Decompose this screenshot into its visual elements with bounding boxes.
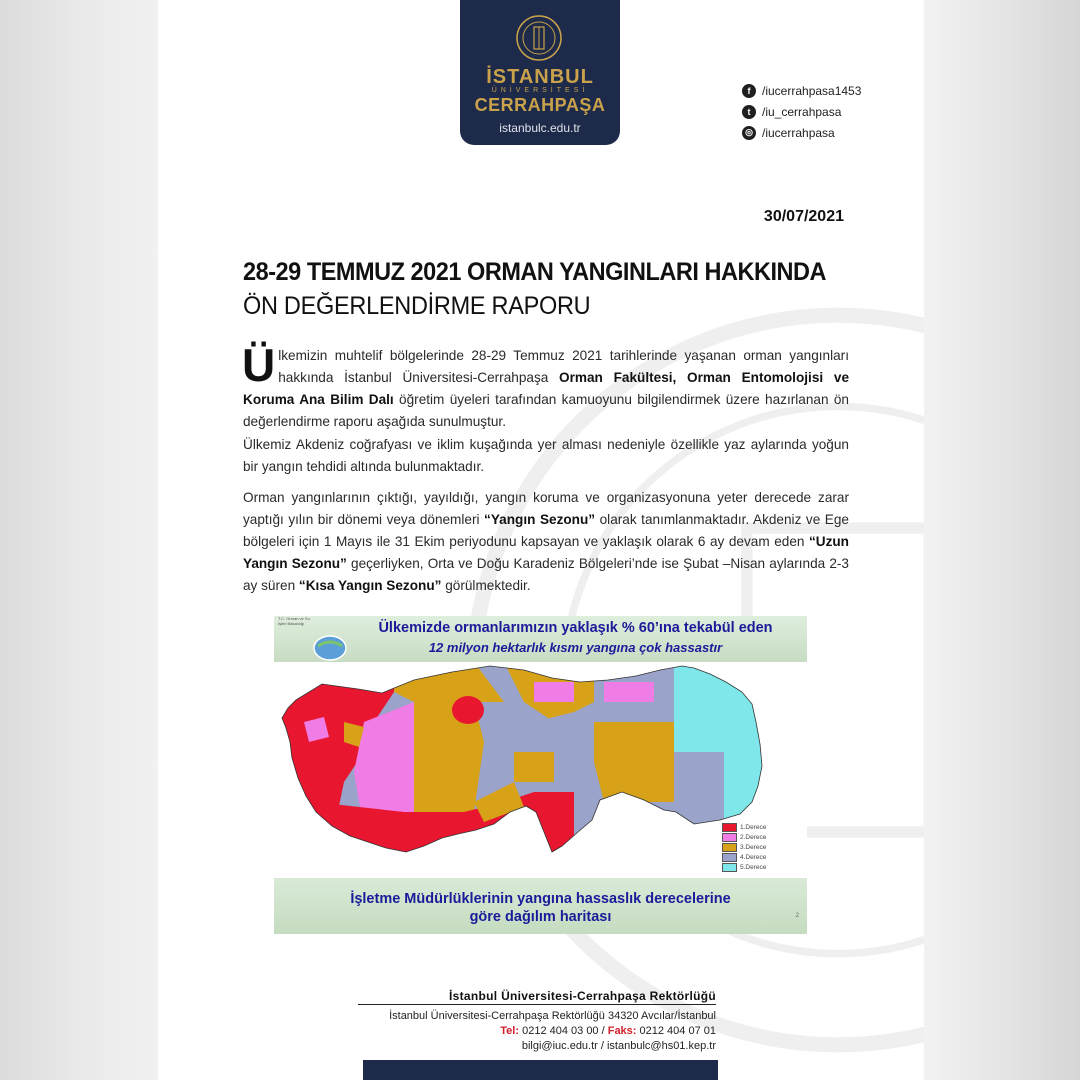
ogm-logo — [278, 620, 348, 662]
map-caption-line-2: göre dağılım haritası — [469, 909, 612, 925]
fire-sensitivity-map-figure — [274, 616, 807, 934]
season-bold-1: “Yangın Sezonu” — [484, 512, 596, 527]
season-bold-2: “Uzun Yangın Sezonu” — [243, 534, 849, 571]
season-text-3: geçerliyken, Orta ve Doğu Karadeniz Bölgeleri’nde ise Şubat –Nisan aylarında 2-3 ay süren — [243, 556, 849, 593]
logo-line-universitesi: ÜNİVERSİTESİ — [491, 87, 589, 94]
season-text-1: Orman yangınlarının çıktığı, yayıldığı, yangın koruma ve organizasyonuna yeter derecede zarar yaptığı yılın bir dönemi veya dönemleri — [243, 490, 849, 527]
footer-emails[interactable]: bilgi@iuc.edu.tr / istanbulc@hs01.kep.tr — [521, 1040, 716, 1052]
social-instagram[interactable] — [742, 122, 861, 143]
map-header — [274, 616, 807, 662]
map-header-line-1: Ülkemizde ormanlarımızın yaklaşık % 60’ına tekabül eden — [378, 620, 773, 636]
instagram-handle[interactable]: /iucerrahpasa — [762, 125, 835, 140]
logo-website[interactable]: istanbulc.edu.tr — [499, 121, 581, 135]
season-text-2: olarak tanımlanmaktadır. Akdeniz ve Ege bölgeleri için 1 Mayıs ile 31 Ekim periyodunu kapsayan ve yaklaşık olarak 6 ay devam eden — [243, 512, 849, 549]
map-caption-line-1: İşletme Müdürlüklerinin yangına hassaslık derecelerine — [350, 891, 731, 907]
paragraph-fire-season — [243, 487, 849, 597]
season-text-4: görülmektedir. — [441, 578, 531, 593]
legend-item: 4.Derece — [722, 852, 766, 862]
fax-number: 0212 404 07 01 — [636, 1025, 716, 1037]
rectorate-title: İstanbul Üniversitesi-Cerrahpaşa Rektörlüğü — [449, 989, 716, 1003]
paragraph-climate: Ülkemiz Akdeniz coğrafyası ve iklim kuşağında yer alması nedeniyle özellikle yaz aylarında yoğun bir yangın tehdidi altında bulunmaktadır. — [243, 437, 849, 474]
map-header-line-2: 12 milyon hektarlık kısmı yangına çok hassastır — [428, 640, 723, 655]
season-bold-3: “Kısa Yangın Sezonu” — [298, 578, 442, 593]
logo-line-cerrahpasa: CERRAHPAŞA — [474, 95, 606, 115]
press-release-page — [158, 0, 924, 1080]
legend-item: 1.Derece — [722, 822, 766, 832]
university-seal-icon — [515, 14, 563, 62]
tel-label: Tel: — [500, 1025, 520, 1037]
title-line-2: ÖN DEĞERLENDİRME RAPORU — [243, 292, 591, 320]
footer-bar — [363, 1060, 718, 1080]
facebook-handle[interactable]: /iucerrahpasa1453 — [762, 83, 862, 98]
logo-line-istanbul: İSTANBUL — [486, 66, 594, 88]
background-right — [922, 0, 1080, 1080]
instagram-icon: ◎ — [742, 126, 756, 140]
footer-phone-fax — [358, 1024, 716, 1039]
legend-item: 2.Derece — [722, 832, 766, 842]
legend-item: 5.Derece — [722, 862, 766, 872]
footer-contact — [358, 1009, 716, 1054]
fax-label: Faks: — [607, 1025, 637, 1037]
tel-number[interactable]: 0212 404 03 00 / — [519, 1025, 608, 1037]
intro-text-2: öğretim üyeleri tarafından kamuoyunu bilgilendirmek üzere hazırlanan ön değerlendirme raporu aşağıda sunulmuştur. — [243, 392, 849, 429]
background-left — [0, 0, 158, 1080]
facebook-icon: f — [742, 84, 756, 98]
footer-address: İstanbul Üniversitesi-Cerrahpaşa Rektörlüğü 34320 Avcılar/İstanbul — [389, 1010, 716, 1022]
map-legend — [722, 822, 766, 872]
drop-cap: Ü — [242, 339, 276, 391]
university-logo[interactable] — [460, 0, 620, 145]
intro-bold-department: Orman Fakültesi, Orman Entomolojisi ve Koruma Ana Bilim Dalı — [243, 370, 850, 407]
twitter-icon: t — [742, 105, 756, 119]
legend-item: 3.Derece — [722, 842, 766, 852]
slide-page-number: 2 — [795, 913, 799, 919]
release-date: 30/07/2021 — [763, 208, 844, 225]
social-links — [742, 80, 861, 143]
social-facebook[interactable] — [742, 80, 861, 101]
intro-text-1: lkemizin muhtelif bölgelerinde 28-29 Temmuz 2021 tarihlerinde yaşanan orman yangınları hakkında İstanbul Üniversitesi-Cerrahpaşa — [278, 348, 849, 385]
twitter-handle[interactable]: /iu_cerrahpasa — [762, 104, 842, 119]
ogm-logo-text: T.C. Orman ve Su İşleri Bakanlığı — [278, 616, 310, 626]
title-line-1: 28-29 TEMMUZ 2021 ORMAN YANGINLARI HAKKINDA — [243, 258, 827, 286]
paragraph-intro — [242, 339, 850, 433]
footer-divider — [358, 1004, 716, 1005]
social-twitter[interactable] — [742, 101, 861, 122]
